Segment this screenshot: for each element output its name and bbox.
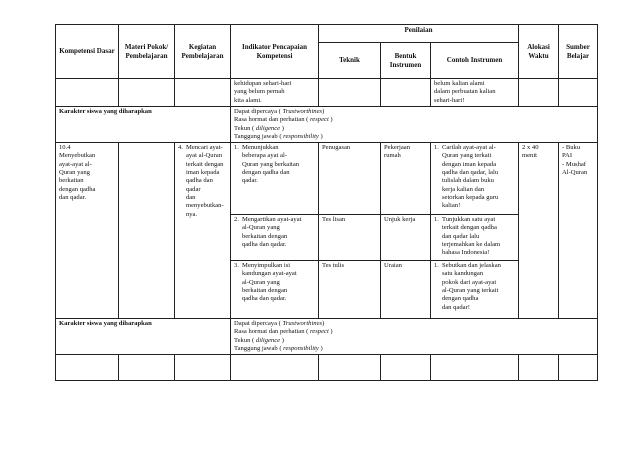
carry-contoh: belum kalian alami dalam perbuatan kalian sehari-hari! bbox=[431, 79, 519, 107]
header-sumber: Sumber Belajar bbox=[559, 25, 598, 79]
karakter-row bbox=[56, 107, 598, 143]
contoh-cell: 1. Sebutkan dan jelaskan satu kandungan pokok dari ayat-ayat al-Quran yang terkait dengan qadha dan qadar! bbox=[431, 261, 519, 319]
karakter-line: Tekun ( diligence ) bbox=[234, 336, 284, 344]
teknik-cell: Tes lisan bbox=[319, 215, 381, 261]
indikator-cell: 3. Menyimpulkan isi kandungan ayat-ayat al-Quran yang berkaitan dengan qadha dan qadar. bbox=[231, 261, 319, 319]
header-row bbox=[56, 25, 598, 43]
header-materi-pokok: Materi Pokok/ Pembelajaran bbox=[119, 25, 175, 79]
indikator-cell: 2. Mengartikan ayat-ayat al-Quran yang berkaitan dengan qadha dan qadar. bbox=[231, 215, 319, 261]
karakter-values bbox=[231, 319, 598, 355]
karakter-line: Rasa hormat dan perhatian ( respect ) bbox=[234, 328, 333, 336]
kegiatan-cell: 4. Mencari ayat- ayat al-Quran terkait dengan iman kepada qadha dan qadar dan menyebutkan- nya. bbox=[175, 143, 231, 319]
karakter-label: Karakter siswa yang diharapkan bbox=[56, 107, 231, 143]
kd-cell: 10.4 Menyebutkan ayat-ayat al- Quran yang berkaitan dengan qadha dan qadar. bbox=[56, 143, 119, 319]
sumber-cell: - Buku PAI - Mushaf Al-Quran bbox=[559, 143, 598, 319]
blank-row bbox=[56, 355, 598, 381]
teknik-cell: Penugasan bbox=[319, 143, 381, 215]
carry-row bbox=[56, 79, 598, 107]
carry-indikator: kehidupan sehari-hari yang belum pernah kita alami. bbox=[231, 79, 319, 107]
header-penilaian: Penilaian bbox=[319, 25, 519, 43]
alokasi-cell: 2 x 40 menit bbox=[519, 143, 559, 319]
karakter-line: Rasa hormat dan perhatian ( respect ) bbox=[234, 116, 333, 124]
karakter-values bbox=[231, 107, 598, 143]
header-bentuk: Bentuk Instrumen bbox=[381, 43, 431, 79]
karakter-line: Dapat dipercaya ( Trustworthines) bbox=[234, 108, 325, 115]
syllabus-page bbox=[55, 24, 597, 422]
bentuk-cell: Uraian bbox=[381, 261, 431, 319]
header-kegiatan: Kegiatan Pembelajaran bbox=[175, 25, 231, 79]
bentuk-cell: Pekerjaan rumah bbox=[381, 143, 431, 215]
bentuk-cell: Unjuk kerja bbox=[381, 215, 431, 261]
main-row-1 bbox=[56, 143, 598, 215]
header-indikator: Indikator Pencapaian Kompetensi bbox=[231, 25, 319, 79]
karakter-row bbox=[56, 319, 598, 355]
karakter-line: Tanggung jawab ( responsibility ) bbox=[234, 345, 323, 353]
materi-cell bbox=[119, 143, 175, 319]
karakter-line: Tekun ( diligence ) bbox=[234, 124, 284, 132]
header-alokasi: Alokasi Waktu bbox=[519, 25, 559, 79]
header-teknik: Teknik bbox=[319, 43, 381, 79]
karakter-line: Tanggung jawab ( responsibility ) bbox=[234, 132, 323, 140]
syllabus-table bbox=[55, 24, 598, 381]
teknik-cell: Tes tulis bbox=[319, 261, 381, 319]
indikator-cell: 1. Menunjukkan beberapa ayat al- Quran yang berkaitan dengan qadha dan qadar. bbox=[231, 143, 319, 215]
karakter-line: Dapat dipercaya ( Trustworthines) bbox=[234, 320, 325, 328]
contoh-cell: 1. Carilah ayat-ayat al- Quran yang terkait dengan iman kepada qadha dan qadar, lalu tulislah dalam buku kerja kalian dan setorkan kepada guru kalian! bbox=[431, 143, 519, 215]
contoh-cell: 1. Tunjukkan satu ayat terkait dengan qadha dan qadar lalu terjemahkan ke dalam bahasa Indonesia! bbox=[431, 215, 519, 261]
karakter-label: Karakter siswa yang diharapkan bbox=[56, 319, 231, 355]
header-contoh: Contoh Instrumen bbox=[431, 43, 519, 79]
header-kompetensi-dasar: Kompetensi Dasar bbox=[56, 25, 119, 79]
